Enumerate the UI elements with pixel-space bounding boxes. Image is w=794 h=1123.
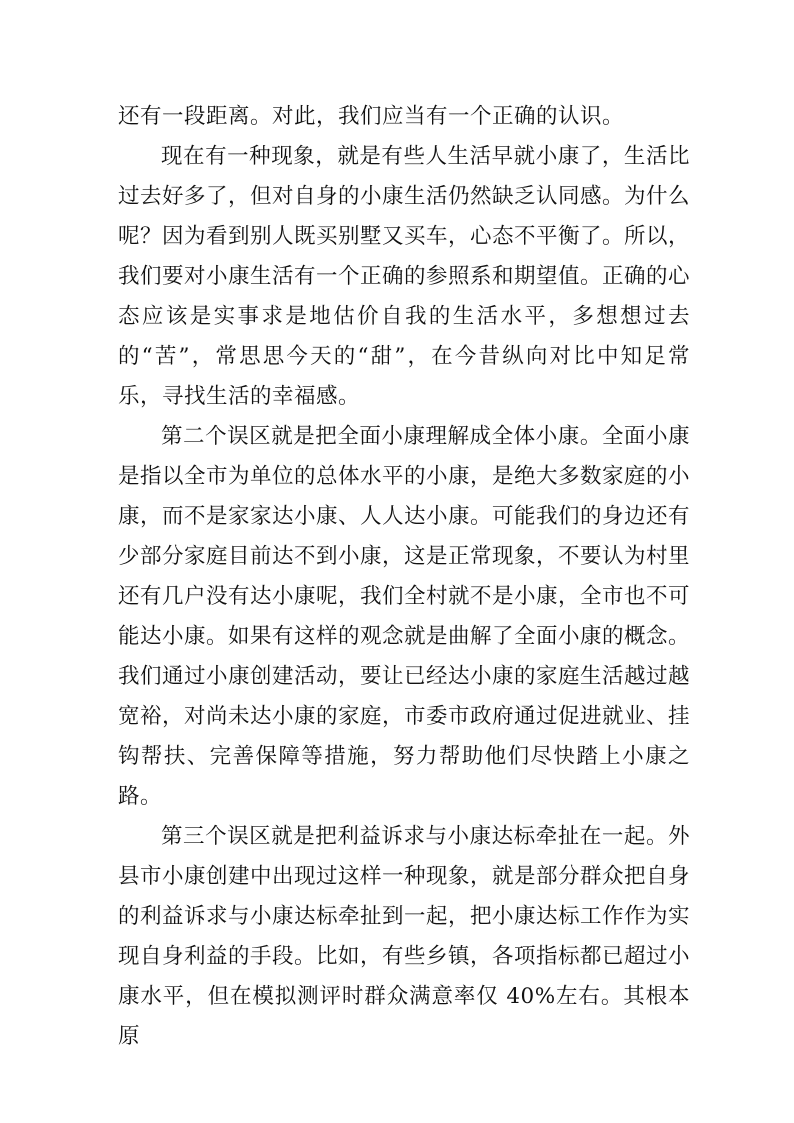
- paragraph-recognition: 现在有一种现象，就是有些人生活早就小康了，生活比过去好多了，但对自身的小康生活仍然缺乏认同感。为什么呢？因为看到别人既买别墅又买车，心态不平衡了。所以，我们要对小康生活有一个正确的参照系和期望值。正确的心态应该是实事求是地估价自我的生活水平，多想想过去的“苦”，常思思今天的“甜”，在今昔纵向对比中知足常乐，寻找生活的幸福感。: [118, 144, 691, 409]
- paragraph-second-misconception: 第二个误区就是把全面小康理解成全体小康。全面小康是指以全市为单位的总体水平的小康，是绝大多数家庭的小康，而不是家家达小康、人人达小康。可能我们的身边还有少部分家庭目前达不到小康，这是正常现象，不要认为村里还有几户没有达小康呢，我们全村就不是小康，全市也不可能达小康。如果有这样的观念就是曲解了全面小康的概念。我们通过小康创建活动，要让已经达小康的家庭生活越过越宽裕，对尚未达小康的家庭，市委市政府通过促进就业、挂钩帮扶、完善保障等措施，努力帮助他们尽快踏上小康之路。: [118, 424, 691, 809]
- body-text: [118, 97, 690, 1057]
- paragraph-third-misconception: 第三个误区就是把利益诉求与小康达标牵扯在一起。外县市小康创建中出现过这样一种现象，就是部分群众把自身的利益诉求与小康达标牵扯到一起，把小康达标工作作为实现自身利益的手段。比如，有些乡镇，各项指标都已超过小康水平，但在模拟测评时群众满意率仅 40%左右。其根本原: [118, 824, 691, 1049]
- paragraph-continuation: 还有一段距离。对此，我们应当有一个正确的认识。: [118, 104, 625, 129]
